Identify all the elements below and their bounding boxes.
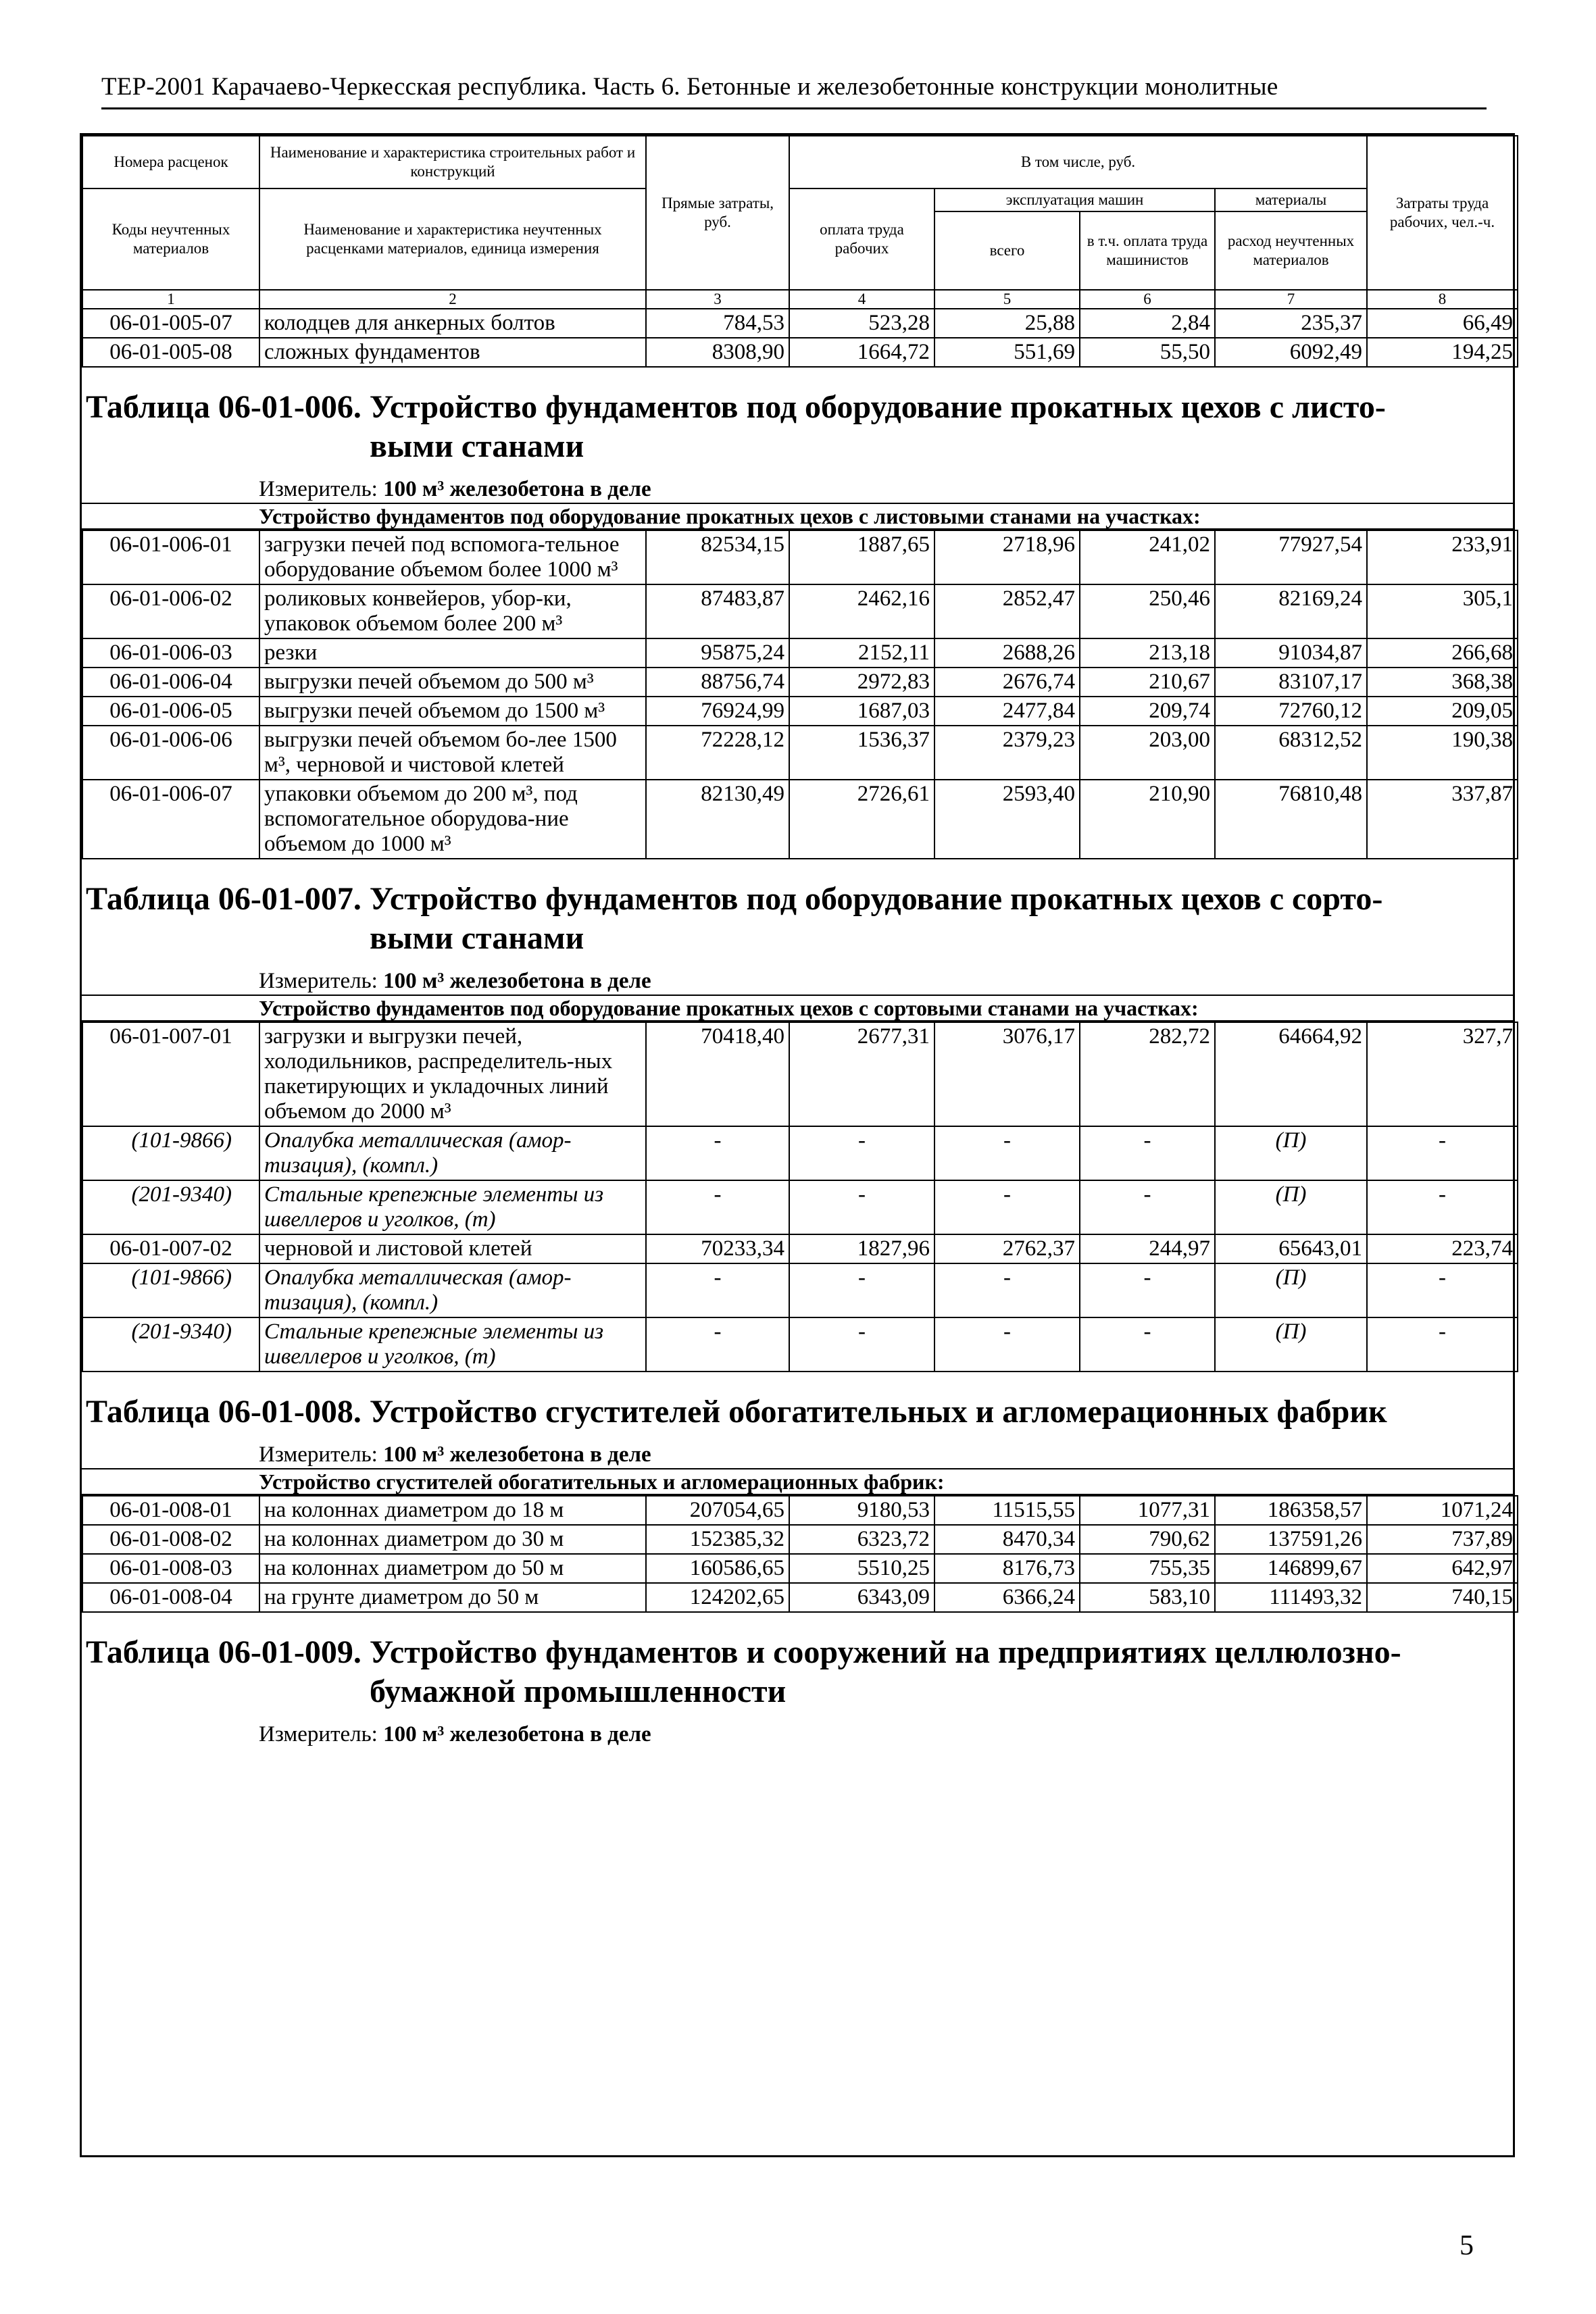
rate-name: выгрузки печей объемом до 1500 м³ — [259, 697, 646, 726]
direct-cost: 160586,65 — [646, 1554, 789, 1583]
material-name: Стальные крепежные элементы из швеллеров и уголков, (т) — [259, 1317, 646, 1372]
rate-name: колодцев для анкерных болтов — [259, 309, 646, 338]
material-row — [82, 1263, 1518, 1317]
machine-cost: 551,69 — [934, 338, 1080, 367]
labor-cost: 2972,83 — [789, 668, 934, 697]
machine-cost: 11515,55 — [934, 1496, 1080, 1525]
material-cost: 83107,17 — [1215, 668, 1367, 697]
table-row — [82, 530, 1518, 584]
machine-cost: 3076,17 — [934, 1022, 1080, 1126]
material-cost: 6092,49 — [1215, 338, 1367, 367]
labor-hours: 233,91 — [1367, 530, 1518, 584]
rate-name: выгрузки печей объемом бо-лее 1500 м³, черновой и чистовой клетей — [259, 726, 646, 780]
material-row — [82, 1317, 1518, 1372]
col-number: 6 — [1080, 290, 1215, 309]
col-header-hours: Затраты труда рабочих, чел.-ч. — [1367, 136, 1518, 290]
direct-cost: 72228,12 — [646, 726, 789, 780]
table-row — [82, 668, 1518, 697]
col-header-labor: оплата труда рабочих — [789, 188, 934, 290]
section-subheading: Устройство фундаментов под оборудование прокатных цехов с листовыми станами на участках: — [82, 504, 1513, 530]
measure-value: 100 м³ железобетона в деле — [383, 477, 651, 501]
labor-hours: 223,74 — [1367, 1234, 1518, 1263]
labor-hours: 327,7 — [1367, 1022, 1518, 1126]
labor-hours: 740,15 — [1367, 1583, 1518, 1612]
machine-cost: 8470,34 — [934, 1525, 1080, 1554]
table-row — [82, 726, 1518, 780]
machine-cost: 2718,96 — [934, 530, 1080, 584]
material-cost: 146899,67 — [1215, 1554, 1367, 1583]
material-code: (201-9340) — [82, 1180, 259, 1234]
machinist-labor-cost: 209,74 — [1080, 697, 1215, 726]
project-mark: (П) — [1215, 1317, 1367, 1372]
rate-code: 06-01-006-03 — [82, 638, 259, 668]
direct-cost: 95875,24 — [646, 638, 789, 668]
col-number: 5 — [934, 290, 1080, 309]
labor-hours: 642,97 — [1367, 1554, 1518, 1583]
machine-cost: 2477,84 — [934, 697, 1080, 726]
table-title-line: выми станами — [370, 920, 584, 956]
direct-cost: 207054,65 — [646, 1496, 789, 1525]
rate-code: 06-01-006-02 — [82, 584, 259, 638]
labor-hours: 368,38 — [1367, 668, 1518, 697]
table-06-01-009 — [82, 1613, 1513, 1749]
labor-cost: 9180,53 — [789, 1496, 934, 1525]
material-cost: 235,37 — [1215, 309, 1367, 338]
material-cost: 82169,24 — [1215, 584, 1367, 638]
measure-unit — [82, 1441, 1513, 1469]
rate-code: 06-01-005-07 — [82, 309, 259, 338]
table-title-line: Таблица 06-01-008. Устройство сгустителей обогатительных и агломерационных фабрик — [86, 1394, 1387, 1430]
rate-code: 06-01-008-02 — [82, 1525, 259, 1554]
machinist-labor-cost: 1077,31 — [1080, 1496, 1215, 1525]
col-header-mat-name: Наименование и характеристика неучтенных расценками материалов, единица измерения — [259, 188, 646, 290]
direct-cost: 76924,99 — [646, 697, 789, 726]
col-header-mat-use: расход неучтенных материалов — [1215, 211, 1367, 290]
machinist-labor-cost: 241,02 — [1080, 530, 1215, 584]
labor-cost: 6343,09 — [789, 1583, 934, 1612]
measure-unit — [82, 967, 1513, 996]
table-title — [82, 1372, 1513, 1432]
labor-hours: 305,1 — [1367, 584, 1518, 638]
table-row — [82, 780, 1518, 859]
rate-code: 06-01-008-03 — [82, 1554, 259, 1583]
table-title-line: бумажной промышленности — [370, 1674, 787, 1709]
labor-hours: 190,38 — [1367, 726, 1518, 780]
empty-value: - — [789, 1317, 934, 1372]
empty-value: - — [646, 1126, 789, 1180]
labor-cost: 1536,37 — [789, 726, 934, 780]
col-header-group: В том числе, руб. — [789, 136, 1367, 188]
labor-cost: 1664,72 — [789, 338, 934, 367]
col-header-materials: материалы — [1215, 188, 1367, 211]
material-cost: 76810,48 — [1215, 780, 1367, 859]
project-mark: (П) — [1215, 1126, 1367, 1180]
direct-cost: 152385,32 — [646, 1525, 789, 1554]
table-06-01-007 — [82, 859, 1513, 1372]
col-header-mat-codes: Коды неучтенных материалов — [82, 188, 259, 290]
empty-value: - — [1367, 1126, 1518, 1180]
rate-code: 06-01-008-01 — [82, 1496, 259, 1525]
machinist-labor-cost: 203,00 — [1080, 726, 1215, 780]
table-row — [82, 309, 1518, 338]
table-title-line: Таблица 06-01-006. Устройство фундаментов под оборудование прокатных цехов с листо- — [86, 389, 1386, 425]
material-cost: 77927,54 — [1215, 530, 1367, 584]
material-cost: 186358,57 — [1215, 1496, 1367, 1525]
machinist-labor-cost: 55,50 — [1080, 338, 1215, 367]
empty-value: - — [789, 1180, 934, 1234]
rate-name: упаковки объемом до 200 м³, под вспомогательное оборудова-ние объемом до 1000 м³ — [259, 780, 646, 859]
machinist-labor-cost: 210,90 — [1080, 780, 1215, 859]
machinist-labor-cost: 282,72 — [1080, 1022, 1215, 1126]
direct-cost: 82534,15 — [646, 530, 789, 584]
empty-value: - — [934, 1126, 1080, 1180]
direct-cost: 82130,49 — [646, 780, 789, 859]
machinist-labor-cost: 790,62 — [1080, 1525, 1215, 1554]
measure-label: Измеритель: — [259, 1722, 378, 1746]
material-cost: 72760,12 — [1215, 697, 1367, 726]
empty-value: - — [646, 1180, 789, 1234]
material-code: (201-9340) — [82, 1317, 259, 1372]
rate-name: сложных фундаментов — [259, 338, 646, 367]
empty-value: - — [934, 1317, 1080, 1372]
page-number: 5 — [1460, 2230, 1474, 2261]
direct-cost: 88756,74 — [646, 668, 789, 697]
material-row — [82, 1180, 1518, 1234]
rates-table — [82, 1495, 1518, 1613]
material-cost: 137591,26 — [1215, 1525, 1367, 1554]
material-cost: 64664,92 — [1215, 1022, 1367, 1126]
machinist-labor-cost: 2,84 — [1080, 309, 1215, 338]
rates-table — [82, 530, 1518, 859]
machine-cost: 8176,73 — [934, 1554, 1080, 1583]
labor-hours: 337,87 — [1367, 780, 1518, 859]
rate-name: на грунте диаметром до 50 м — [259, 1583, 646, 1612]
table-row — [82, 638, 1518, 668]
empty-value: - — [934, 1263, 1080, 1317]
document-frame — [80, 133, 1515, 2157]
labor-cost: 1827,96 — [789, 1234, 934, 1263]
col-header-codes: Номера расценок — [82, 136, 259, 188]
machine-cost: 6366,24 — [934, 1583, 1080, 1612]
table-title — [82, 1613, 1513, 1711]
table-title-line: выми станами — [370, 428, 584, 464]
material-code: (101-9866) — [82, 1126, 259, 1180]
empty-value: - — [1080, 1180, 1215, 1234]
empty-value: - — [789, 1263, 934, 1317]
rate-code: 06-01-007-01 — [82, 1022, 259, 1126]
labor-cost: 1687,03 — [789, 697, 934, 726]
direct-cost: 784,53 — [646, 309, 789, 338]
table-06-01-008 — [82, 1372, 1513, 1613]
machinist-labor-cost: 583,10 — [1080, 1583, 1215, 1612]
machine-cost: 2852,47 — [934, 584, 1080, 638]
direct-cost: 70233,34 — [646, 1234, 789, 1263]
col-number: 2 — [259, 290, 646, 309]
machine-cost: 2762,37 — [934, 1234, 1080, 1263]
rate-name: на колоннах диаметром до 30 м — [259, 1525, 646, 1554]
empty-value: - — [1080, 1317, 1215, 1372]
labor-cost: 523,28 — [789, 309, 934, 338]
table-title-line: Таблица 06-01-009. Устройство фундаментов и сооружений на предприятиях целлюлозно- — [86, 1634, 1401, 1670]
machine-cost: 2676,74 — [934, 668, 1080, 697]
document-title: ТЕР-2001 Карачаево-Черкесская республика. Часть 6. Бетонные и железобетонные конструкции монолитные — [101, 73, 1278, 101]
rate-name: роликовых конвейеров, убор-ки, упаковок объемом более 200 м³ — [259, 584, 646, 638]
direct-cost: 8308,90 — [646, 338, 789, 367]
labor-cost: 2677,31 — [789, 1022, 934, 1126]
empty-value: - — [789, 1126, 934, 1180]
labor-cost: 2152,11 — [789, 638, 934, 668]
col-header-mach-labor: в т.ч. оплата труда машинистов — [1080, 211, 1215, 290]
machinist-labor-cost: 213,18 — [1080, 638, 1215, 668]
rate-code: 06-01-007-02 — [82, 1234, 259, 1263]
rate-name: загрузки печей под вспомога-тельное оборудование объемом более 1000 м³ — [259, 530, 646, 584]
section-subheading: Устройство сгустителей обогатительных и агломерационных фабрик: — [82, 1469, 1513, 1495]
measure-unit — [82, 1721, 1513, 1749]
empty-value: - — [646, 1317, 789, 1372]
measure-unit — [82, 476, 1513, 504]
col-number: 8 — [1367, 290, 1518, 309]
empty-value: - — [934, 1180, 1080, 1234]
col-number: 3 — [646, 290, 789, 309]
machinist-labor-cost: 250,46 — [1080, 584, 1215, 638]
labor-hours: 66,49 — [1367, 309, 1518, 338]
page-header — [101, 71, 1487, 109]
rate-name: на колоннах диаметром до 18 м — [259, 1496, 646, 1525]
machinist-labor-cost: 755,35 — [1080, 1554, 1215, 1583]
rate-code: 06-01-006-07 — [82, 780, 259, 859]
table-title — [82, 859, 1513, 958]
col-header-name: Наименование и характеристика строительных работ и конструкций — [259, 136, 646, 188]
material-cost: 65643,01 — [1215, 1234, 1367, 1263]
header-table — [82, 135, 1518, 368]
empty-value: - — [1080, 1263, 1215, 1317]
material-row — [82, 1126, 1518, 1180]
labor-cost: 5510,25 — [789, 1554, 934, 1583]
project-mark: (П) — [1215, 1180, 1367, 1234]
measure-label: Измеритель: — [259, 1442, 378, 1467]
table-row — [82, 338, 1518, 367]
table-row — [82, 1496, 1518, 1525]
material-cost: 68312,52 — [1215, 726, 1367, 780]
table-row — [82, 1525, 1518, 1554]
material-cost: 91034,87 — [1215, 638, 1367, 668]
empty-value: - — [1080, 1126, 1215, 1180]
col-header-mach-total: всего — [934, 211, 1080, 290]
direct-cost: 70418,40 — [646, 1022, 789, 1126]
rate-code: 06-01-005-08 — [82, 338, 259, 367]
col-number: 1 — [82, 290, 259, 309]
labor-hours: 266,68 — [1367, 638, 1518, 668]
empty-value: - — [1367, 1180, 1518, 1234]
measure-label: Измеритель: — [259, 477, 378, 501]
rate-code: 06-01-008-04 — [82, 1583, 259, 1612]
section-subheading: Устройство фундаментов под оборудование прокатных цехов с сортовыми станами на участках: — [82, 996, 1513, 1022]
empty-value: - — [1367, 1263, 1518, 1317]
labor-cost: 6323,72 — [789, 1525, 934, 1554]
measure-value: 100 м³ железобетона в деле — [383, 1722, 651, 1746]
machinist-labor-cost: 210,67 — [1080, 668, 1215, 697]
material-cost: 111493,32 — [1215, 1583, 1367, 1612]
col-number: 7 — [1215, 290, 1367, 309]
rate-code: 06-01-006-05 — [82, 697, 259, 726]
rate-code: 06-01-006-06 — [82, 726, 259, 780]
col-header-machines: эксплуатация машин — [934, 188, 1215, 211]
material-name: Опалубка металлическая (амор-тизация), (компл.) — [259, 1126, 646, 1180]
labor-cost: 2726,61 — [789, 780, 934, 859]
table-title — [82, 368, 1513, 466]
rates-table — [82, 1022, 1518, 1372]
material-name: Опалубка металлическая (амор-тизация), (компл.) — [259, 1263, 646, 1317]
machinist-labor-cost: 244,97 — [1080, 1234, 1215, 1263]
direct-cost: 124202,65 — [646, 1583, 789, 1612]
material-code: (101-9866) — [82, 1263, 259, 1317]
labor-hours: 194,25 — [1367, 338, 1518, 367]
table-row — [82, 584, 1518, 638]
table-row — [82, 1022, 1518, 1126]
labor-cost: 1887,65 — [789, 530, 934, 584]
col-number: 4 — [789, 290, 934, 309]
material-name: Стальные крепежные элементы из швеллеров и уголков, (т) — [259, 1180, 646, 1234]
labor-hours: 209,05 — [1367, 697, 1518, 726]
empty-value: - — [646, 1263, 789, 1317]
table-row — [82, 1583, 1518, 1612]
table-row — [82, 1554, 1518, 1583]
machine-cost: 2593,40 — [934, 780, 1080, 859]
table-row — [82, 1234, 1518, 1263]
rate-code: 06-01-006-04 — [82, 668, 259, 697]
rate-name: загрузки и выгрузки печей, холодильников, распределитель-ных пакетирующих и укладочных линий объемом до 2000 м³ — [259, 1022, 646, 1126]
measure-value: 100 м³ железобетона в деле — [383, 969, 651, 993]
measure-value: 100 м³ железобетона в деле — [383, 1442, 651, 1467]
table-06-01-006 — [82, 368, 1513, 859]
measure-label: Измеритель: — [259, 969, 378, 993]
direct-cost: 87483,87 — [646, 584, 789, 638]
labor-hours: 1071,24 — [1367, 1496, 1518, 1525]
rate-code: 06-01-006-01 — [82, 530, 259, 584]
machine-cost: 2379,23 — [934, 726, 1080, 780]
rate-name: выгрузки печей объемом до 500 м³ — [259, 668, 646, 697]
table-title-line: Таблица 06-01-007. Устройство фундаментов под оборудование прокатных цехов с сорто- — [86, 881, 1383, 917]
col-header-direct: Прямые затраты, руб. — [646, 136, 789, 290]
table-row — [82, 697, 1518, 726]
empty-value: - — [1367, 1317, 1518, 1372]
machine-cost: 2688,26 — [934, 638, 1080, 668]
labor-cost: 2462,16 — [789, 584, 934, 638]
rate-name: резки — [259, 638, 646, 668]
rate-name: на колоннах диаметром до 50 м — [259, 1554, 646, 1583]
labor-hours: 737,89 — [1367, 1525, 1518, 1554]
project-mark: (П) — [1215, 1263, 1367, 1317]
machine-cost: 25,88 — [934, 309, 1080, 338]
rate-name: черновой и листовой клетей — [259, 1234, 646, 1263]
